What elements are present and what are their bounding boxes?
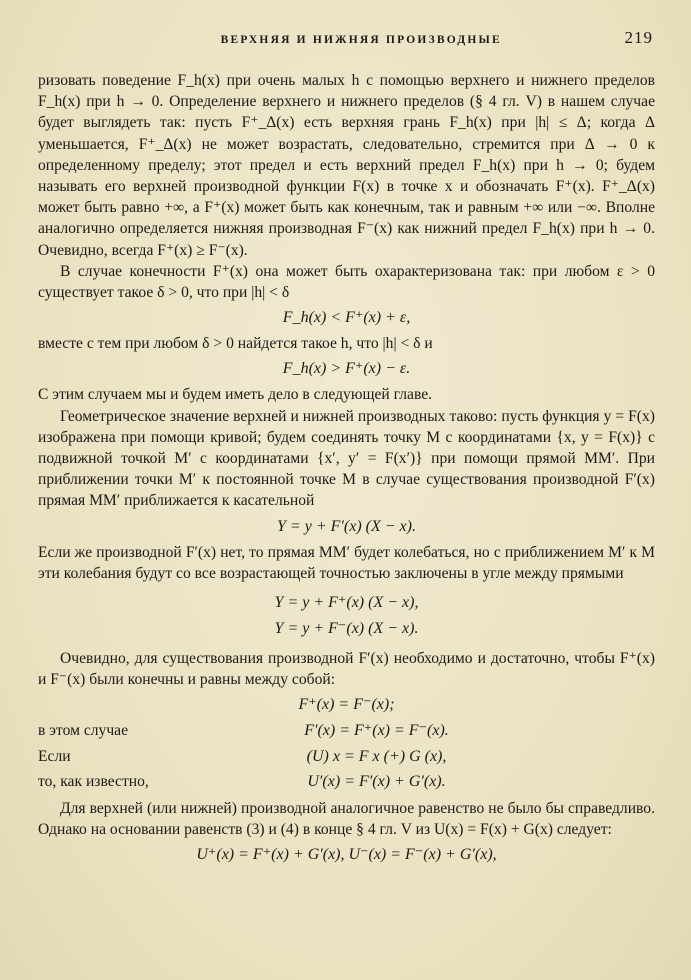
paragraph-oscillation: Если же производной F′(x) нет, то прямая MM′ будет колебаться, но с приближением M′ к M эти колебания будут со все возрастающей точностью заключены в угле между прямыми — [38, 543, 655, 582]
paragraph-finite-case: В случае конечности F⁺(x) она может быть охарактеризована так: при любом ε > 0 существует такое δ > 0, что при |h| < δ — [38, 262, 655, 302]
formula-lines — [38, 590, 655, 642]
line-if — [38, 746, 655, 767]
line-as-known — [38, 771, 655, 792]
page-number: 219 — [624, 28, 653, 47]
formula-sum-derivative: U′(x) = F′(x) + G′(x). — [307, 772, 446, 790]
paragraph-next-chapter: С этим случаем мы и будем иметь дело в следующей главе. — [38, 386, 433, 404]
paragraph-existence-condition: Очевидно, для существования производной F′(x) необходимо и достаточно, чтобы F⁺(x) и F⁻(x) были конечны и равны между собой: — [38, 650, 655, 689]
running-title: ВЕРХНЯЯ И НИЖНЯЯ ПРОИЗВОДНЫЕ — [220, 34, 502, 46]
paragraph-definition: ризовать поведение F_h(x) при очень малых h с помощью верхнего и нижнего пределов F_h(x) при h → 0. Определение верхнего и нижнего пределов (§ 4 гл. V) в нашем случае будет выглядеть так: пусть F⁺_Δ(x) есть верхняя грань F_h(x) при |h| ≤ Δ; когда Δ уменьшается, F⁺_Δ(x) не может возрастать, следовательно, стремится при Δ → 0 к определенному пределу; этот предел и есть верхний предел F_h(x) при h → 0; будем называть его верхней производной функции F(x) в точке x и обозначать F⁺(x). F⁺_Δ(x) может быть равно +∞, а F⁺(x) может быть как конечным, так и равным +∞ или −∞. Вполне аналогично определяется нижняя производная F⁻(x) как нижний предел F_h(x) при h → 0. Очевидно, всегда F⁺(x) ≥ F⁻(x). — [38, 72, 655, 259]
formula-line-lower: Y = y + F⁻(x) (X − x). — [274, 620, 419, 638]
formula-lower-bound: F_h(x) > F⁺(x) − ε. — [282, 360, 411, 378]
formula-upper-bound: F_h(x) < F⁺(x) + ε, — [282, 309, 411, 327]
formula-equality: F⁺(x) = F⁻(x); — [298, 696, 395, 714]
formula-final: U⁺(x) = F⁺(x) + G′(x), U⁻(x) = F⁻(x) + G′(x), — [196, 846, 497, 864]
label-as-known: то, как известно, — [38, 772, 149, 790]
page-body — [38, 70, 655, 868]
formula-derivative-equal: F′(x) = F⁺(x) = F⁻(x). — [304, 722, 449, 740]
label-if: Если — [38, 747, 71, 765]
line-in-this-case — [38, 720, 655, 741]
formula-line-upper: Y = y + F⁺(x) (X − x), — [274, 594, 419, 612]
paragraph-geometric-meaning: Геометрическое значение верхней и нижней производных таково: пусть функция y = F(x) изображена при помощи кривой; будем соединять точку M с координатами {x, y = F(x)} с подвижной точкой M′ с координатами {x′, y′ = F(x′)} при помощи прямой MM′. При приближении точки M′ к постоянной точке M в случае существования производной F′(x) прямая MM′ приближается к касательной — [38, 407, 655, 510]
paragraph-upper-lower-sum: Для верхней (или нижней) производной аналогичное равенство не было бы справедливо. Однако на основании равенств (3) и (4) в конце § 4 гл. V из U(x) = F(x) + G(x) следует: — [38, 800, 655, 839]
formula-sum-definition: (U) x = F x (+) G (x), — [306, 747, 447, 765]
paragraph-exists-h: вместе с тем при любом δ > 0 найдется такое h, что |h| < δ и — [38, 335, 433, 353]
label-in-this-case: в этом случае — [38, 722, 129, 740]
page-header — [38, 28, 653, 50]
formula-tangent: Y = y + F′(x) (X − x). — [277, 517, 416, 535]
